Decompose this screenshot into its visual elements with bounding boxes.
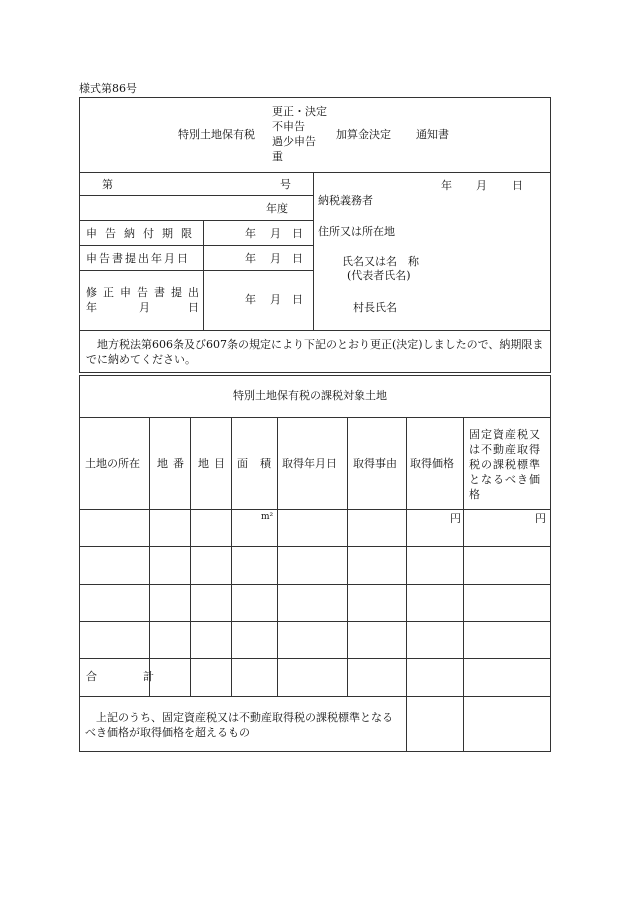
col-header-acquisition-price: 取得価格	[410, 457, 454, 470]
filing-date-day: 日	[292, 252, 303, 265]
col-header-land-category: 地目	[198, 457, 230, 470]
filing-deadline-year: 年	[245, 227, 256, 240]
header-row-bottom	[79, 509, 551, 510]
filing-date-year: 年	[245, 252, 256, 265]
data-row-line-1	[79, 546, 551, 547]
price-unit: 円	[450, 512, 461, 525]
amended-date-month: 月	[270, 293, 281, 306]
amended-filing-label: 修正申告書提出	[86, 286, 205, 299]
standard-price-unit: 円	[535, 512, 546, 525]
col-header-area: 面積	[237, 457, 283, 470]
area-unit: m²	[261, 512, 274, 522]
amended-label-month: 月	[139, 301, 150, 314]
address-label: 住所又は所在地	[318, 225, 395, 238]
col-line-5	[347, 417, 348, 696]
row-divider-4	[79, 270, 313, 271]
col-header-location: 土地の所在	[85, 457, 140, 470]
filing-date-month: 月	[270, 252, 281, 265]
notice-type-2: 不申告	[272, 120, 305, 133]
mayor-name-label: 村長氏名	[353, 301, 397, 314]
col-header-acquisition-reason: 取得事由	[353, 457, 397, 470]
excess-note: 上記のうち、固定資産税又は不動産取得税の課税標準となるべき価格が取得価格を超えるもの	[85, 711, 393, 739]
total-label: 合 計	[86, 670, 162, 683]
tax-name: 特別土地保有税	[178, 128, 255, 141]
issue-year: 年	[441, 179, 452, 192]
data-row-line-4	[79, 658, 551, 659]
notice-no-go: 号	[280, 178, 291, 191]
amended-date-year: 年	[245, 293, 256, 306]
col-line-3	[231, 417, 232, 696]
col-header-lot-number: 地番	[157, 457, 189, 470]
data-row-line-3	[79, 621, 551, 622]
notice-type-3: 過少申告	[272, 135, 316, 148]
filing-deadline-label-text: 申告納付期限	[86, 227, 200, 240]
header-divider	[79, 172, 551, 173]
row-divider-3	[79, 245, 313, 246]
left-right-divider	[313, 172, 314, 330]
form-number: 様式第86号	[79, 82, 137, 95]
fiscal-year: 年度	[266, 202, 288, 215]
issue-day: 日	[512, 179, 523, 192]
issue-month: 月	[476, 179, 487, 192]
total-row-bottom	[79, 696, 551, 697]
row-divider-1	[79, 195, 313, 196]
left-inner-divider	[203, 220, 204, 330]
row-divider-2	[79, 220, 313, 221]
notice-no-dai: 第	[102, 178, 113, 191]
col-header-acquired-date: 取得年月日	[282, 457, 337, 470]
name-label: 氏名又は名 称	[342, 255, 419, 268]
filing-deadline-day: 日	[292, 227, 303, 240]
filing-date-label: 申告書提出年月日	[86, 252, 190, 265]
notice-type-1: 更正・決定	[272, 105, 327, 118]
col-line-2	[190, 417, 191, 696]
amended-date-day: 日	[292, 293, 303, 306]
filing-deadline-month: 月	[270, 227, 281, 240]
representative-label: (代表者氏名)	[347, 269, 411, 282]
statement-top-line	[79, 330, 551, 331]
penalty-decision: 加算金決定	[336, 128, 391, 141]
land-table-title: 特別土地保有税の課税対象土地	[233, 389, 387, 402]
taxpayer-heading: 納税義務者	[318, 194, 373, 207]
col-line-1	[149, 417, 150, 696]
col-header-standard-price: 固定資産税又は不動産取得税の課税標準となるべき価格	[469, 428, 541, 501]
notice-title: 通知書	[416, 128, 449, 141]
notice-type-4: 重	[272, 150, 283, 163]
data-row-line-2	[79, 584, 551, 585]
amended-label-day: 日	[188, 301, 199, 314]
amended-label-year: 年	[86, 301, 97, 314]
filing-deadline-label	[86, 227, 200, 240]
statement-text: 地方税法第606条及び607条の規定により下記のとおり更正(決定)しましたので、納期限までに納めてください。	[86, 338, 544, 366]
